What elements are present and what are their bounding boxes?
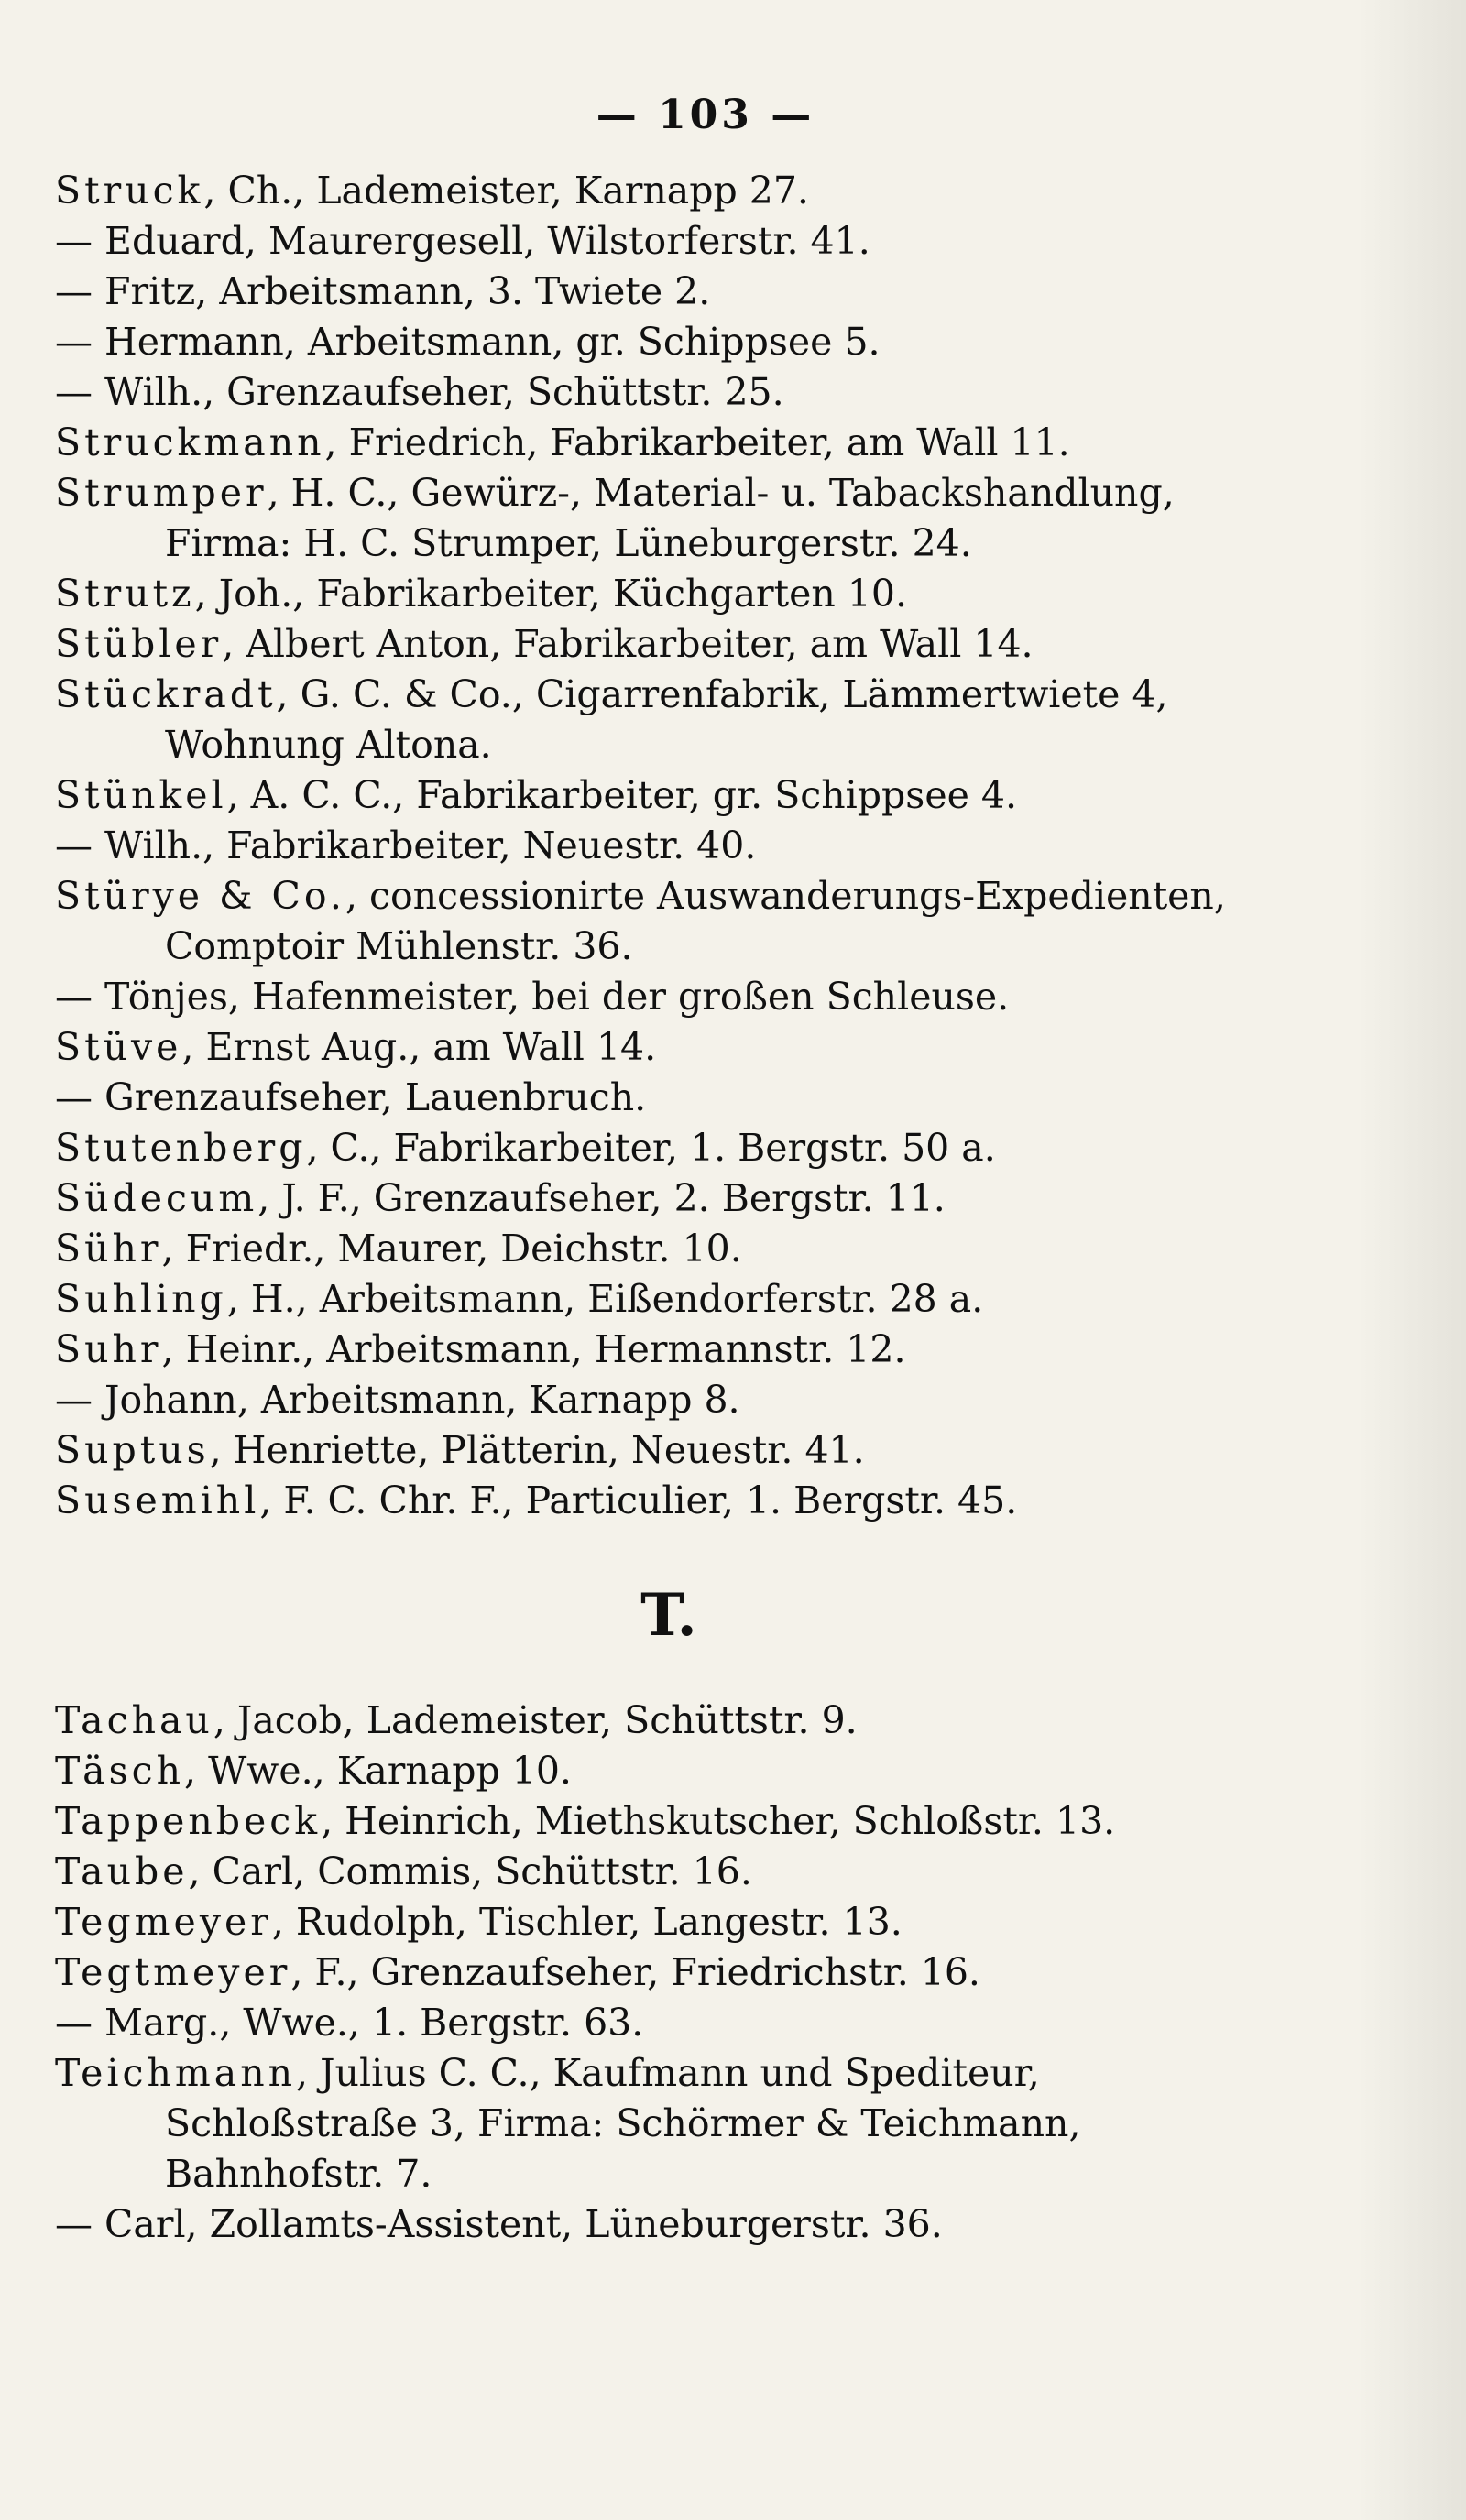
entries-t-list <box>55 1696 1246 2250</box>
list-item <box>55 972 1246 1022</box>
entry-dash: — <box>55 1075 93 1119</box>
list-item <box>55 619 1246 670</box>
list-item <box>55 468 1246 569</box>
entry-details: , H., Arbeitsmann, Eißendorferstr. 28 a. <box>226 1277 984 1321</box>
entry-details: , Jacob, Lademeister, Schüttstr. 9. <box>213 1698 858 1742</box>
list-item <box>55 267 1246 317</box>
entry-surname: Teichmann <box>55 2051 297 2095</box>
entry-details: Fritz, Arbeitsmann, 3. Twiete 2. <box>93 269 711 313</box>
entry-dash: — <box>55 2202 93 2246</box>
list-item <box>55 1746 1246 1796</box>
entry-dash: — <box>55 2001 93 2045</box>
list-item <box>55 1224 1246 1274</box>
entry-details: , H. C., Gewürz-, Material- u. Tabackshandlung, Firma: H. C. Strumper, Lüneburgerstr. 24. <box>165 471 1175 565</box>
list-item <box>55 1073 1246 1123</box>
list-item <box>55 1897 1246 1947</box>
entry-dash: — <box>55 370 93 414</box>
entry-surname: Struckmann <box>55 420 325 464</box>
list-item <box>55 670 1246 770</box>
list-item <box>55 1375 1246 1425</box>
entry-surname: Tegmeyer <box>55 1900 272 1944</box>
entry-surname: Susemihl <box>55 1478 260 1522</box>
list-item <box>55 1696 1246 1746</box>
entry-details: , J. F., Grenzaufseher, 2. Bergstr. 11. <box>257 1176 946 1220</box>
entry-details: , C., Fabrikarbeiter, 1. Bergstr. 50 a. <box>306 1126 996 1170</box>
list-item <box>55 1796 1246 1847</box>
entry-details: , Julius C. C., Kaufmann und Spediteur, Schloßstraße 3, Firma: Schörmer & Teichmann, Bahnhofstr. 7. <box>165 2051 1081 2196</box>
list-item <box>55 1173 1246 1224</box>
entry-surname: Tappenbeck <box>55 1799 322 1843</box>
entry-surname: Tegtmeyer <box>55 1950 291 1994</box>
entry-surname: Suptus <box>55 1428 210 1472</box>
list-item <box>55 2048 1246 2199</box>
entry-details: Wilh., Grenzaufseher, Schüttstr. 25. <box>93 370 784 414</box>
entry-details: , Rudolph, Tischler, Langestr. 13. <box>271 1900 903 1944</box>
entry-details: , Ernst Aug., am Wall 14. <box>181 1025 657 1069</box>
list-item <box>55 1274 1246 1325</box>
list-item <box>55 1022 1246 1073</box>
entry-surname: Strutz <box>55 572 195 616</box>
page-number: — 103 — <box>596 92 815 138</box>
list-item <box>55 418 1246 468</box>
entry-details: , Wwe., Karnapp 10. <box>184 1749 572 1793</box>
list-item <box>55 871 1246 972</box>
entry-surname: Suhr <box>55 1327 162 1371</box>
entry-details: , Ch., Lademeister, Karnapp 27. <box>203 169 809 213</box>
list-item <box>55 1425 1246 1476</box>
entry-surname: Stünkel <box>55 773 227 817</box>
list-item <box>55 569 1246 619</box>
entry-details: , F. C. Chr. F., Particulier, 1. Bergstr. 45. <box>259 1478 1018 1522</box>
list-item <box>55 1476 1246 1526</box>
entry-details: , Joh., Fabrikarbeiter, Küchgarten 10. <box>194 572 907 616</box>
entry-surname: Suhling <box>55 1277 227 1321</box>
list-item <box>55 2199 1246 2250</box>
list-item <box>55 1847 1246 1897</box>
entry-surname: Stückradt <box>55 672 277 716</box>
entry-details: Johann, Arbeitsmann, Karnapp 8. <box>93 1378 740 1422</box>
entry-details: , Friedrich, Fabrikarbeiter, am Wall 11. <box>324 420 1070 464</box>
list-item <box>55 367 1246 418</box>
list-item <box>55 1325 1246 1375</box>
entry-surname: Strumper <box>55 471 268 515</box>
entry-details: Hermann, Arbeitsmann, gr. Schippsee 5. <box>93 320 881 364</box>
entry-details: , G. C. & Co., Cigarrenfabrik, Lämmertwiete 4, Wohnung Altona. <box>165 672 1168 767</box>
entry-dash: — <box>55 1378 93 1422</box>
entry-dash: — <box>55 269 93 313</box>
entry-details: Marg., Wwe., 1. Bergstr. 63. <box>93 2001 644 2045</box>
entry-details: , Henriette, Plätterin, Neuestr. 41. <box>209 1428 865 1472</box>
entry-surname: Täsch <box>55 1749 185 1793</box>
entry-details: , concessionirte Auswanderungs-Expedienten, Comptoir Mühlenstr. 36. <box>165 874 1226 968</box>
list-item <box>55 1998 1246 2048</box>
entry-surname: Sühr <box>55 1227 162 1271</box>
list-item <box>55 166 1246 216</box>
list-item <box>55 1947 1246 1998</box>
entry-details: , Heinrich, Miethskutscher, Schloßstr. 13. <box>321 1799 1116 1843</box>
entry-details: Wilh., Fabrikarbeiter, Neuestr. 40. <box>93 824 757 867</box>
entry-details: Grenzaufseher, Lauenbruch. <box>93 1075 647 1119</box>
list-item <box>55 317 1246 367</box>
entry-surname: Stutenberg <box>55 1126 307 1170</box>
entry-details: , Friedr., Maurer, Deichstr. 10. <box>161 1227 742 1271</box>
entry-surname: Südecum <box>55 1176 258 1220</box>
entry-surname: Stübler <box>55 622 223 666</box>
entry-details: , F., Grenzaufseher, Friedrichstr. 16. <box>290 1950 980 1994</box>
entry-details: Carl, Zollamts-Assistent, Lüneburgerstr. 36. <box>93 2202 943 2246</box>
entry-surname: Taube <box>55 1849 189 1893</box>
entry-dash: — <box>55 975 93 1019</box>
entry-dash: — <box>55 320 93 364</box>
entry-details: Tönjes, Hafenmeister, bei der großen Schleuse. <box>93 975 1010 1019</box>
entry-details: , Heinr., Arbeitsmann, Hermannstr. 12. <box>161 1327 906 1371</box>
entry-surname: Tachau <box>55 1698 213 1742</box>
list-item <box>55 1123 1246 1173</box>
entry-dash: — <box>55 219 93 263</box>
section-heading-t: T. <box>640 1581 697 1650</box>
entry-surname: Stürye & Co. <box>55 874 345 918</box>
entry-details: , Albert Anton, Fabrikarbeiter, am Wall 14. <box>222 622 1034 666</box>
entry-details: Eduard, Maurergesell, Wilstorferstr. 41. <box>93 219 870 263</box>
entry-dash: — <box>55 824 93 867</box>
entry-surname: Stüve <box>55 1025 182 1069</box>
list-item <box>55 821 1246 871</box>
list-item <box>55 216 1246 267</box>
entry-surname: Struck <box>55 169 204 213</box>
list-item <box>55 770 1246 821</box>
entry-details: , Carl, Commis, Schüttstr. 16. <box>188 1849 752 1893</box>
entry-details: , A. C. C., Fabrikarbeiter, gr. Schippsee 4. <box>226 773 1017 817</box>
entries-s-list <box>55 166 1246 1526</box>
